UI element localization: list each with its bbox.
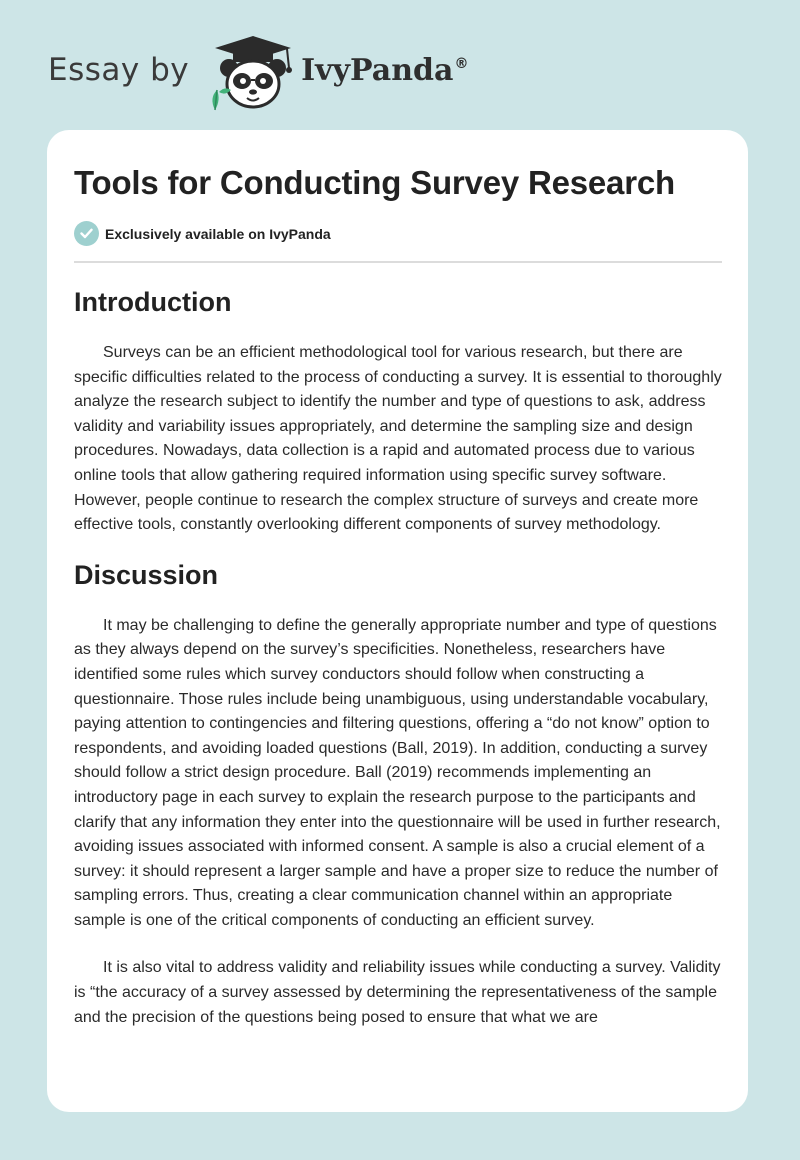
panda-logo-icon [203, 28, 303, 112]
paragraph: It may be challenging to define the generally appropriate number and type of questions as they always depend on the survey’s specificities. Nonetheless, researchers have identified some rules which survey conductors should follow when constructing a questionnaire. Those rules include being unambiguous, using understandable vocabulary, paying attention to contingencies and filtering questions, offering a “do not know” option to respondents, and avoiding loaded questions (Ball, 2019). In addition, conducting a survey should follow a strict design procedure. Ball (2019) recommends implementing an introductory page in each survey to explain the research purpose to the participants and clarify that any information they enter into the questionnaire will be used in further research, avoiding issues associated with informed consent. A sample is also a crucial element of a survey: it should represent a larger sample and have a proper size to reduce the number of sampling errors. Thus, creating a clear communication channel within an appropriate sample is one of the critical components of conducting an efficient survey. [74, 616, 721, 929]
essay-body [74, 280, 728, 1030]
registered-mark: ® [454, 56, 469, 72]
essay-card [47, 130, 748, 1112]
brand-link[interactable] [48, 28, 468, 112]
exclusive-badge [74, 221, 331, 246]
section-heading: Introduction [74, 287, 232, 317]
essay-title: Tools for Conducting Survey Research [74, 164, 675, 201]
title-divider [74, 261, 722, 263]
section-heading: Discussion [74, 559, 219, 590]
exclusive-badge-label: Exclusively available on IvyPanda [105, 225, 331, 242]
brand-name: IvyPanda [301, 52, 454, 88]
paragraph: It is also vital to address validity and reliability issues while conducting a survey. Validity is “the accuracy of a survey assessed by determining the representativeness of the sample and the precision of the questions being posed to ensure that what we are [74, 959, 721, 1026]
section-introduction [74, 280, 728, 538]
check-circle-icon [74, 221, 99, 246]
paragraph: Surveys can be an efficient methodological tool for various research, but there are specific difficulties related to the process of conducting a survey. It is essential to thoroughly analyze the research subject to identify the number and type of questions to ask, address validity and variability issues appropriately, and determine the sampling size and design procedures. Nowadays, data collection is a rapid and automated process due to various online tools that allow gathering required information using specific survey software. However, people continue to research the complex structure of surveys and create more effective tools, constantly overlooking different components of survey methodology. [74, 344, 722, 534]
brand-prefix: Essay by [48, 52, 190, 88]
section-discussion [74, 553, 728, 1031]
